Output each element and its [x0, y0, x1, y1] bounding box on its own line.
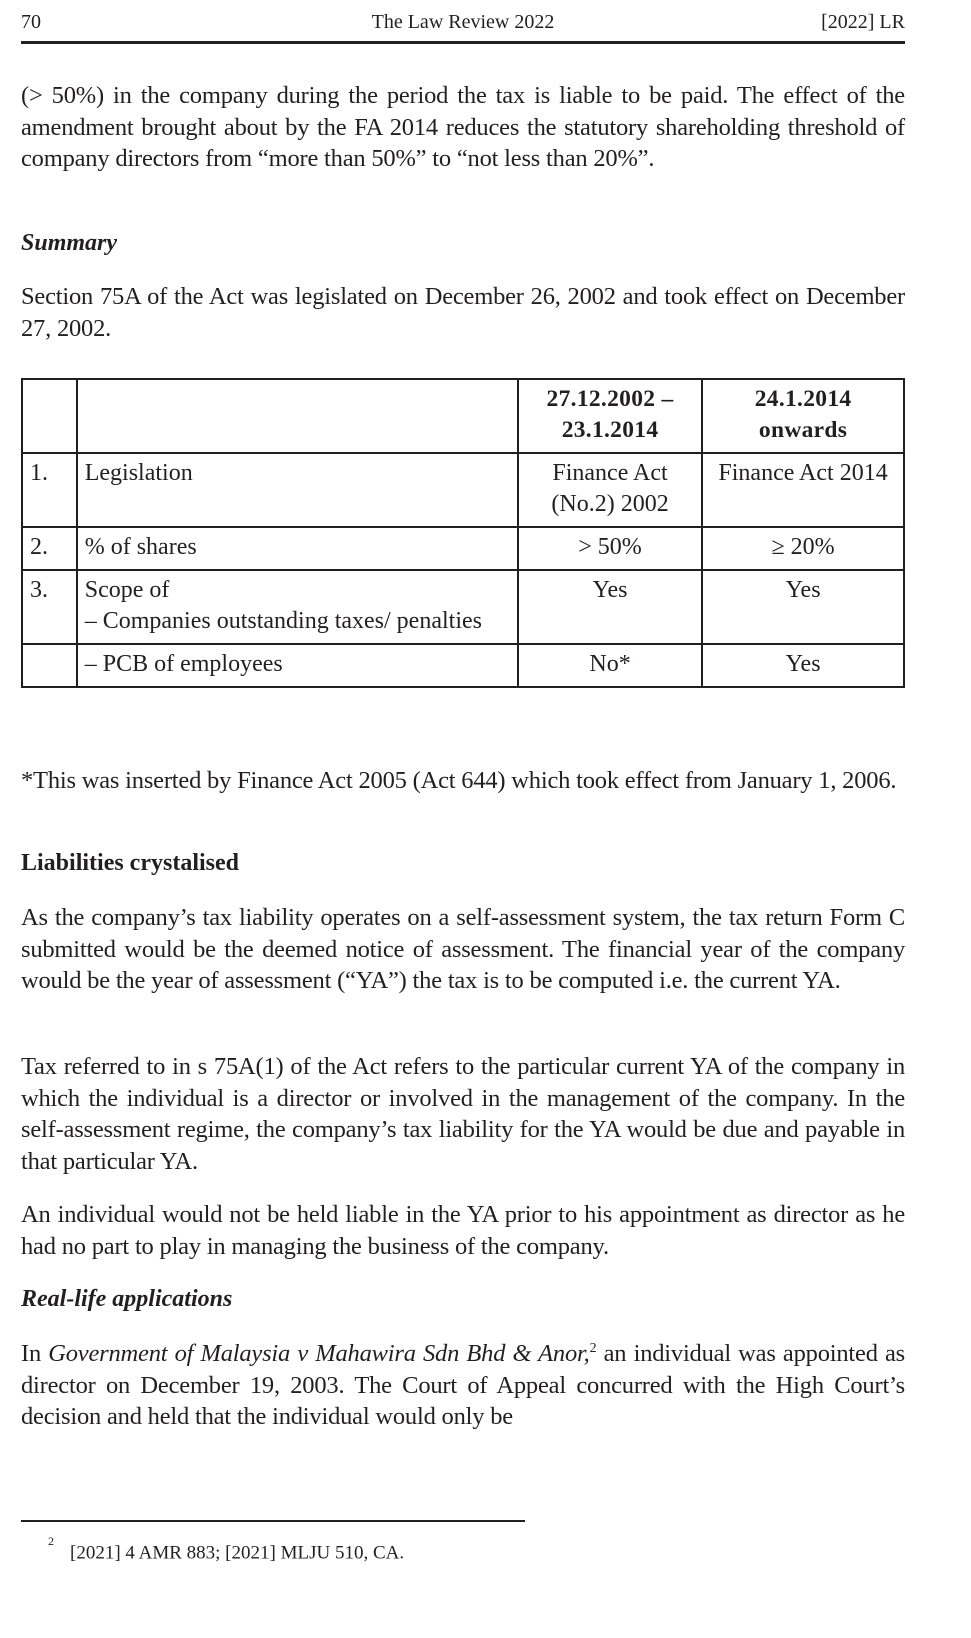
header-cell-period2: 24.1.2014 onwards — [702, 379, 904, 453]
table-row — [22, 527, 904, 570]
real-life-paragraph — [21, 1338, 905, 1433]
intro-paragraph: (> 50%) in the company during the period the tax is liable to be paid. The effect of the amendment brought about by the FA 2014 reduces the statutory shareholding threshold of company directors from “more than 50%” to “not less than 20%”. — [21, 82, 905, 172]
table-row — [22, 453, 904, 527]
row-period2-value: ≥ 20% — [702, 527, 904, 570]
row-period1-value: > 50% — [518, 527, 702, 570]
summary-paragraph: Section 75A of the Act was legislated on December 26, 2002 and took effect on December 27, 2002. — [21, 283, 905, 342]
summary-heading: Summary — [21, 230, 118, 256]
liabilities-paragraph-3: An individual would not be held liable in the YA prior to his appointment as director as he had no part to play in managing the business of the company. — [21, 1201, 905, 1260]
row-subitem-label: – Companies outstanding taxes/ penalties — [84, 608, 482, 634]
header-rule — [21, 41, 905, 44]
table-row — [22, 644, 904, 687]
case-name: Government of Malaysia v Mahawira Sdn Bhd & Anor, — [48, 1340, 590, 1367]
row-item-label: Scope of — [84, 577, 170, 603]
header-cell-period1: 27.12.2002 – 23.1.2014 — [518, 379, 702, 453]
summary-table — [21, 378, 905, 688]
footnote-text: [2021] 4 AMR 883; [2021] MLJU 510, CA. — [70, 1542, 405, 1564]
header-cell-item — [77, 379, 518, 453]
journal-title: The Law Review 2022 — [371, 11, 555, 33]
row-item: % of shares — [77, 527, 518, 570]
footnote-ref-link[interactable]: 2 — [589, 1340, 597, 1356]
table-note: *This was inserted by Finance Act 2005 (Act 644) which took effect from January 1, 2006. — [21, 767, 897, 794]
header-cell-no — [22, 379, 77, 453]
row-period1-value: Finance Act (No.2) 2002 — [518, 453, 702, 527]
row-item: Legislation — [77, 453, 518, 527]
footnote-rule — [21, 1520, 525, 1522]
para-rest: an individual was appointed as director on December 19, 2003. The Court of Appeal concurred with the High Court’s decision and held that the individual would only be — [21, 1340, 905, 1430]
row-number: 1. — [22, 453, 77, 527]
row-number: 2. — [22, 527, 77, 570]
table-header-row — [22, 379, 904, 453]
running-header — [21, 8, 905, 36]
page-number: 70 — [21, 11, 41, 33]
table-row — [22, 570, 904, 644]
row-period2-value: Yes — [702, 570, 904, 644]
row-item: – PCB of employees — [77, 644, 518, 687]
footnote-number: 2 — [48, 1534, 54, 1548]
row-period1-value: No* — [518, 644, 702, 687]
journal-citation: [2022] LR — [821, 11, 905, 33]
row-period2-value: Yes — [702, 644, 904, 687]
real-life-heading: Real-life applications — [21, 1286, 233, 1312]
footnote — [48, 1534, 404, 1566]
liabilities-heading: Liabilities crystalised — [21, 850, 239, 876]
row-item — [77, 570, 518, 644]
para-prefix: In — [21, 1340, 49, 1367]
row-number — [22, 644, 77, 687]
row-number: 3. — [22, 570, 77, 644]
row-period2-value: Finance Act 2014 — [702, 453, 904, 527]
row-period1-value: Yes — [518, 570, 702, 644]
liabilities-paragraph-2: Tax referred to in s 75A(1) of the Act refers to the particular current YA of the company in which the individual is a director or involved in the management of the company. In the self-assessment regime, the company’s tax liability for the YA would be due and payable in that particular YA. — [21, 1053, 905, 1175]
liabilities-paragraph-1: As the company’s tax liability operates on a self-assessment system, the tax return Form C submitted would be the deemed notice of assessment. The financial year of the company would be the year of assessment (“YA”) the tax is to be computed i.e. the current YA. — [21, 904, 905, 994]
